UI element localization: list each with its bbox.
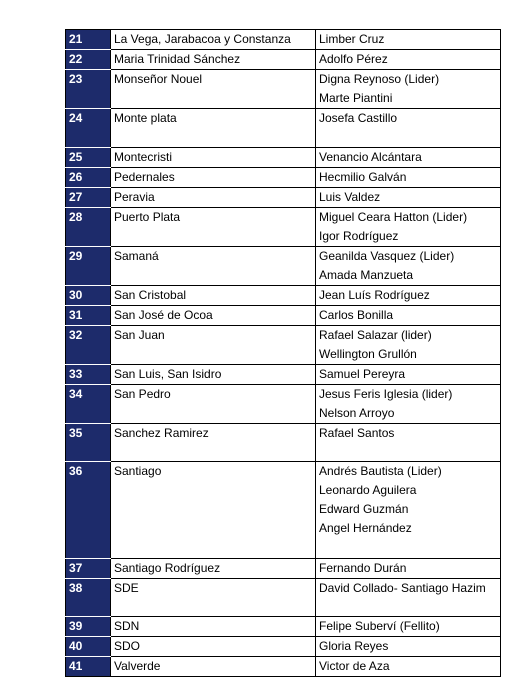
representatives-cell — [316, 168, 501, 188]
representatives-cell — [316, 424, 501, 462]
representative-name: Adolfo Pérez — [319, 52, 388, 66]
table-row — [66, 365, 501, 385]
representative-name: Digna Reynoso (Lider) — [319, 72, 440, 86]
province-cell: Valverde — [111, 657, 316, 677]
province-cell: Santiago Rodríguez — [111, 559, 316, 579]
representative-name: Josefa Castillo — [319, 111, 398, 125]
row-number: 24 — [66, 109, 111, 148]
representative-name: Venancio Alcántara — [319, 150, 422, 164]
province-cell: Peravia — [111, 188, 316, 208]
table-row — [66, 657, 501, 677]
representative-name: Jesus Feris Iglesia (lider) — [319, 387, 453, 401]
representatives-cell — [316, 579, 501, 617]
row-number: 38 — [66, 579, 111, 617]
table-row — [66, 70, 501, 109]
row-number: 32 — [66, 326, 111, 365]
representative-name: Andrés Bautista (Lider) — [319, 464, 442, 478]
representatives-cell — [316, 109, 501, 148]
row-number: 30 — [66, 286, 111, 306]
representatives-cell — [316, 188, 501, 208]
table-row — [66, 50, 501, 70]
table-row — [66, 30, 501, 50]
representatives-cell — [316, 148, 501, 168]
representatives-cell — [316, 617, 501, 637]
table-row — [66, 385, 501, 424]
province-cell: Santiago — [111, 462, 316, 559]
province-cell: Monte plata — [111, 109, 316, 148]
table-body — [66, 30, 501, 677]
row-number: 22 — [66, 50, 111, 70]
row-number: 37 — [66, 559, 111, 579]
representative-name: Hecmilio Galván — [319, 170, 407, 184]
table-row — [66, 148, 501, 168]
representative-name: Limber Cruz — [319, 32, 385, 46]
representative-name: Gloria Reyes — [319, 639, 389, 653]
row-number: 35 — [66, 424, 111, 462]
representative-name: Marte Piantini — [319, 91, 393, 105]
representatives-cell — [316, 326, 501, 365]
representative-name: Nelson Arroyo — [319, 406, 395, 420]
representative-name: Angel Hernández — [319, 521, 412, 535]
table-row — [66, 306, 501, 326]
representatives-cell — [316, 559, 501, 579]
representative-name: Samuel Pereyra — [319, 367, 406, 381]
representative-name: Edward Guzmán — [319, 502, 409, 516]
province-cell: San Cristobal — [111, 286, 316, 306]
representative-name: Fernando Durán — [319, 561, 407, 575]
province-cell: Sanchez Ramirez — [111, 424, 316, 462]
row-number: 23 — [66, 70, 111, 109]
row-number: 26 — [66, 168, 111, 188]
representative-name: Victor de Aza — [319, 659, 390, 673]
representative-name: Jean Luís Rodríguez — [319, 288, 430, 302]
table-row — [66, 579, 501, 617]
representative-name: Miguel Ceara Hatton (Lider) — [319, 210, 468, 224]
province-cell: SDN — [111, 617, 316, 637]
representatives-cell — [316, 462, 501, 559]
table-row — [66, 247, 501, 286]
representatives-cell — [316, 50, 501, 70]
representatives-cell — [316, 286, 501, 306]
row-number: 21 — [66, 30, 111, 50]
representative-name: Rafael Salazar (lider) — [319, 328, 432, 342]
province-cell: San Pedro — [111, 385, 316, 424]
row-number: 36 — [66, 462, 111, 559]
representatives-cell — [316, 657, 501, 677]
row-number: 40 — [66, 637, 111, 657]
representative-name: Wellington Grullón — [319, 347, 417, 361]
table-row — [66, 188, 501, 208]
row-number: 25 — [66, 148, 111, 168]
table-row — [66, 637, 501, 657]
province-cell: Samaná — [111, 247, 316, 286]
province-cell: SDO — [111, 637, 316, 657]
table-row — [66, 559, 501, 579]
province-cell: Monseñor Nouel — [111, 70, 316, 109]
row-number: 41 — [66, 657, 111, 677]
province-cell: San Luis, San Isidro — [111, 365, 316, 385]
representatives-cell — [316, 208, 501, 247]
province-cell: Puerto Plata — [111, 208, 316, 247]
table-row — [66, 286, 501, 306]
representative-name: David Collado- Santiago Hazim — [319, 581, 486, 595]
representative-name: Luis Valdez — [319, 190, 381, 204]
representatives-cell — [316, 70, 501, 109]
table-row — [66, 109, 501, 148]
representative-name: Amada Manzueta — [319, 268, 414, 282]
province-cell: San José de Ocoa — [111, 306, 316, 326]
row-number: 39 — [66, 617, 111, 637]
province-cell: Pedernales — [111, 168, 316, 188]
representatives-cell — [316, 247, 501, 286]
table-row — [66, 168, 501, 188]
province-cell: SDE — [111, 579, 316, 617]
province-cell: San Juan — [111, 326, 316, 365]
province-cell: Maria Trinidad Sánchez — [111, 50, 316, 70]
province-cell: La Vega, Jarabacoa y Constanza — [111, 30, 316, 50]
province-cell: Montecristi — [111, 148, 316, 168]
representative-name: Leonardo Aguilera — [319, 483, 417, 497]
table-row — [66, 617, 501, 637]
representatives-cell — [316, 637, 501, 657]
table-row — [66, 424, 501, 462]
table-row — [66, 462, 501, 559]
table-row — [66, 208, 501, 247]
representatives-cell — [316, 306, 501, 326]
representatives-cell — [316, 365, 501, 385]
row-number: 34 — [66, 385, 111, 424]
representative-name: Geanilda Vasquez (Lider) — [319, 249, 455, 263]
province-representatives-table — [65, 29, 501, 677]
row-number: 33 — [66, 365, 111, 385]
row-number: 27 — [66, 188, 111, 208]
representative-name: Rafael Santos — [319, 426, 395, 440]
representative-name: Igor Rodríguez — [319, 229, 399, 243]
table-row — [66, 326, 501, 365]
representative-name: Felipe Suberví (Fellito) — [319, 619, 440, 633]
row-number: 29 — [66, 247, 111, 286]
row-number: 31 — [66, 306, 111, 326]
representative-name: Carlos Bonilla — [319, 308, 394, 322]
representatives-cell — [316, 385, 501, 424]
row-number: 28 — [66, 208, 111, 247]
representatives-cell — [316, 30, 501, 50]
